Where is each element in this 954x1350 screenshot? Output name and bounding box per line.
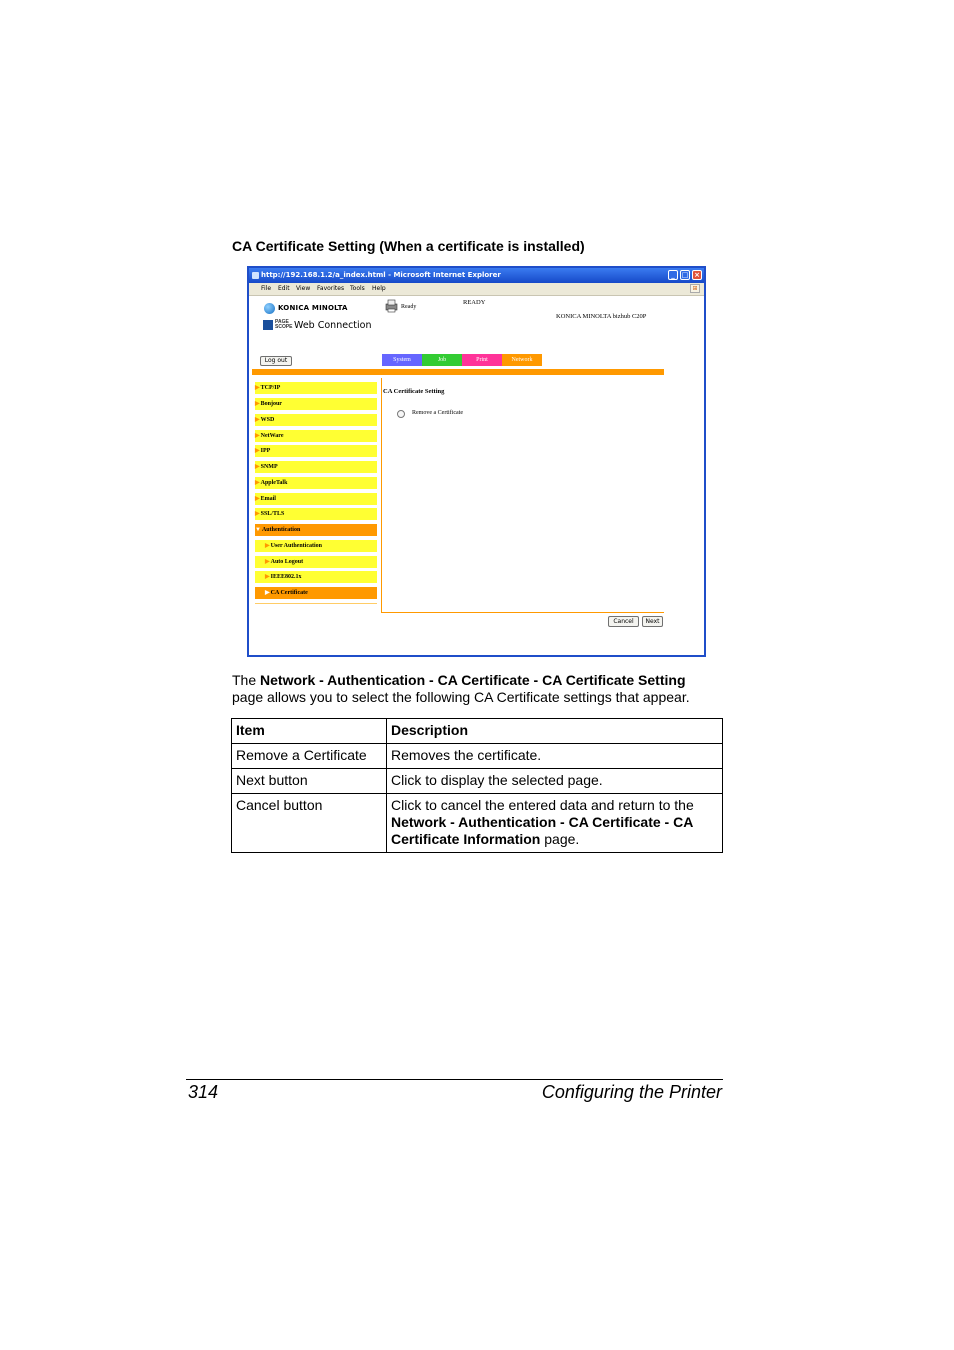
subnav-ieee8021x[interactable]	[255, 571, 377, 583]
nav-arrow-icon: ▶	[255, 401, 260, 407]
ie-icon	[252, 272, 259, 279]
nav-arrow-icon: ▶	[255, 385, 260, 391]
nav-label: User Authentication	[270, 543, 323, 549]
window-title: http://192.168.1.2/a_index.html - Microsoft Internet Explorer	[261, 271, 501, 279]
menu-help[interactable]: Help	[372, 285, 386, 292]
nav-label: TCP/IP	[260, 385, 281, 391]
nav-label: SNMP	[260, 464, 278, 470]
column-header-description: Description	[387, 719, 723, 744]
minimize-icon[interactable]: _	[668, 270, 678, 280]
next-button[interactable]: Next	[642, 616, 663, 627]
nav-label: Bonjour	[260, 401, 282, 407]
table-header-row	[232, 719, 723, 744]
cancel-desc-text: Click to cancel the entered data and return to the	[391, 797, 694, 813]
pagescope-logo-text	[275, 320, 293, 330]
nav-email[interactable]	[255, 493, 377, 505]
konica-logo-icon	[264, 303, 275, 314]
nav-bonjour[interactable]	[255, 398, 377, 410]
content-title: CA Certificate Setting	[383, 388, 445, 395]
cancel-desc-tail: page.	[540, 831, 580, 847]
printer-status: READY	[463, 299, 486, 306]
table-row	[232, 769, 723, 794]
nav-appletalk[interactable]	[255, 477, 377, 489]
subnav-user-authentication[interactable]	[255, 540, 377, 552]
nav-ssltls[interactable]	[255, 508, 377, 520]
nav-arrow-icon: ▶	[255, 496, 260, 502]
windows-logo-icon: ⊞	[690, 284, 700, 293]
nav-divider	[381, 378, 382, 612]
cell-description: Removes the certificate.	[387, 744, 723, 769]
menu-file[interactable]: File	[261, 285, 272, 292]
page-number: 314	[188, 1082, 219, 1102]
subnav-auto-logout[interactable]	[255, 556, 377, 568]
menu-view[interactable]: View	[296, 285, 311, 292]
footer-rule	[186, 1079, 723, 1080]
intro-line-2: page allows you to select the following CA Certificate settings that appear.	[232, 689, 690, 705]
table-row	[232, 744, 723, 769]
tab-network[interactable]: Network	[502, 354, 542, 366]
intro-path: Network - Authentication - CA Certificate - CA Certificate Setting	[260, 672, 686, 688]
close-icon[interactable]: ×	[692, 270, 702, 280]
brand-name: KONICA MINOLTA	[278, 304, 348, 312]
cell-item: Cancel button	[232, 794, 387, 853]
nav-netware[interactable]	[255, 430, 377, 442]
nav-arrow-icon: ▶	[265, 590, 270, 596]
nav-arrow-icon: ▶	[265, 543, 270, 549]
nav-label: IEEE802.1x	[270, 574, 302, 580]
remove-certificate-label: Remove a Certificate	[412, 410, 463, 416]
table-row	[232, 794, 723, 853]
browser-window	[247, 266, 706, 657]
remove-certificate-radio[interactable]	[397, 410, 405, 418]
nav-label: Email	[260, 496, 276, 502]
nav-ipp[interactable]	[255, 445, 377, 457]
cell-item: Remove a Certificate	[232, 744, 387, 769]
title-bar	[249, 268, 704, 283]
nav-label: CA Certificate	[270, 590, 308, 596]
nav-arrow-icon: ▶	[255, 511, 260, 517]
nav-bottom-line	[255, 603, 377, 604]
chapter-title: Configuring the Printer	[541, 1082, 722, 1102]
column-header-item: Item	[232, 719, 387, 744]
nav-arrow-icon: ▶	[255, 417, 260, 423]
pagescope-logo-icon	[263, 320, 273, 330]
logout-button[interactable]: Log out	[260, 356, 292, 366]
nav-arrow-icon: ▶	[265, 574, 270, 580]
nav-arrow-icon: ▶	[255, 433, 260, 439]
header-divider	[252, 369, 664, 375]
tab-print[interactable]: Print	[462, 354, 502, 366]
nav-label: Auto Logout	[270, 559, 304, 565]
cancel-button[interactable]: Cancel	[608, 616, 639, 627]
nav-arrow-icon: ▶	[255, 464, 260, 470]
nav-label: SSL/TLS	[260, 511, 285, 517]
printer-status-icon	[384, 299, 399, 313]
pagescope-word-page: PAGE	[275, 319, 289, 325]
cell-item: Next button	[232, 769, 387, 794]
pagescope-word-scope: SCOPE	[275, 324, 293, 330]
printer-model: KONICA MINOLTA bizhub C20P	[556, 313, 647, 320]
cell-description	[387, 794, 723, 853]
menu-favorites[interactable]: Favorites	[317, 285, 345, 292]
nav-label: Authentication	[261, 527, 301, 533]
cancel-desc-path: Network - Authentication - CA Certificate - CA Certificate Information	[391, 814, 693, 847]
nav-tcpip[interactable]	[255, 382, 377, 394]
nav-arrow-icon: ▶	[265, 559, 270, 565]
settings-table	[231, 718, 723, 853]
nav-arrow-icon: ▶	[255, 480, 260, 486]
nav-arrow-down-icon: ▼	[255, 527, 261, 533]
nav-label: IPP	[260, 448, 271, 454]
cell-description: Click to display the selected page.	[387, 769, 723, 794]
intro-prefix: The	[232, 672, 261, 688]
intro-line-1	[232, 672, 686, 689]
nav-label: NetWare	[260, 433, 284, 439]
subnav-ca-certificate[interactable]	[255, 587, 377, 599]
nav-wsd[interactable]	[255, 414, 377, 426]
status-icon-label: Ready	[401, 304, 417, 310]
menu-tools[interactable]: Tools	[350, 285, 365, 292]
tab-system[interactable]: System	[382, 354, 422, 366]
nav-label: AppleTalk	[260, 480, 288, 486]
footer-divider	[381, 612, 664, 613]
menu-bar	[249, 283, 704, 296]
web-connection-title: Web Connection	[294, 320, 372, 331]
nav-label: WSD	[260, 417, 275, 423]
nav-snmp[interactable]	[255, 461, 377, 473]
section-heading: CA Certificate Setting (When a certificate is installed)	[232, 238, 585, 254]
nav-arrow-icon: ▶	[255, 448, 260, 454]
menu-edit[interactable]: Edit	[278, 285, 290, 292]
maximize-icon[interactable]: □	[681, 271, 689, 279]
tab-job[interactable]: Job	[422, 354, 462, 366]
nav-authentication[interactable]	[255, 524, 377, 536]
